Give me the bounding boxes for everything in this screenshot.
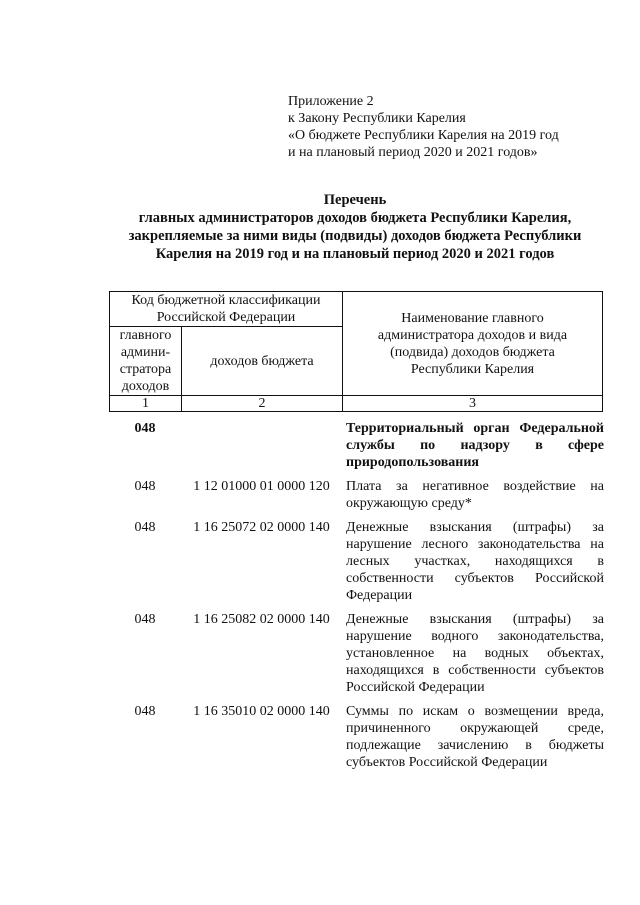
table-row [109, 420, 602, 471]
table-row [109, 611, 602, 696]
appendix-line: Приложение 2 [288, 94, 374, 109]
title-line: главных администраторов доходов бюджета Республики Карелия, [138, 210, 572, 226]
classification-table-body [109, 420, 602, 771]
revenue-name: Денежные взыскания (штрафы) за нарушение лесного законодательства на лесных участках, находящихся в собственности субъектов Российской Федерации [346, 520, 604, 603]
appendix-line: к Закону Республики Карелия [288, 111, 466, 126]
appendix-line: и на плановый период 2020 и 2021 годов» [288, 145, 538, 160]
revenue-name: Плата за негативное воздействие на окружающую среду* [346, 479, 604, 511]
admin-code: 048 [134, 479, 156, 494]
header-code-group: Код бюджетной классификации Российской Федерации [110, 292, 343, 327]
admin-code: 048 [134, 421, 156, 436]
title-line: закрепляемые за ними виды (подвиды) доходов бюджета Республики [128, 228, 582, 244]
revenue-code: 1 16 25072 02 0000 140 [193, 520, 330, 535]
revenue-name: Территориальный орган Федеральной службы по надзору в сфере природопользования [346, 421, 604, 470]
document-title [95, 191, 615, 263]
table-row [109, 703, 602, 771]
header-number-2: 2 [182, 396, 343, 412]
header-admin-column: главного админи-стратора доходов [110, 327, 182, 396]
revenue-name: Денежные взыскания (штрафы) за нарушение водного законодательства, установленное на водных объектах, находящихся в собственности субъектов Российской Федерации [346, 612, 604, 695]
header-name-column: Наименование главного администратора доходов и вида (подвида) доходов бюджета Республики Карелия [343, 292, 603, 396]
revenue-code: 1 16 25082 02 0000 140 [193, 612, 330, 627]
revenue-code: 1 16 35010 02 0000 140 [193, 704, 330, 719]
table-row [109, 519, 602, 604]
appendix-line: «О бюджете Республики Карелия на 2019 год [288, 128, 559, 143]
table-row [109, 478, 602, 512]
appendix-note [288, 93, 608, 161]
classification-table-header [109, 291, 603, 412]
admin-code: 048 [134, 520, 156, 535]
admin-code: 048 [134, 612, 156, 627]
header-revenue-column: доходов бюджета [182, 327, 343, 396]
title-line: Карелия на 2019 год и на плановый период 2020 и 2021 годов [155, 246, 555, 262]
revenue-name: Суммы по искам о возмещении вреда, причиненного окружающей среде, подлежащие зачислению в бюджеты субъектов Российской Федерации [346, 704, 604, 770]
header-number-1: 1 [110, 396, 182, 412]
title-line: Перечень [323, 192, 387, 208]
admin-code: 048 [134, 704, 156, 719]
header-number-3: 3 [343, 396, 603, 412]
revenue-code: 1 12 01000 01 0000 120 [193, 479, 330, 494]
